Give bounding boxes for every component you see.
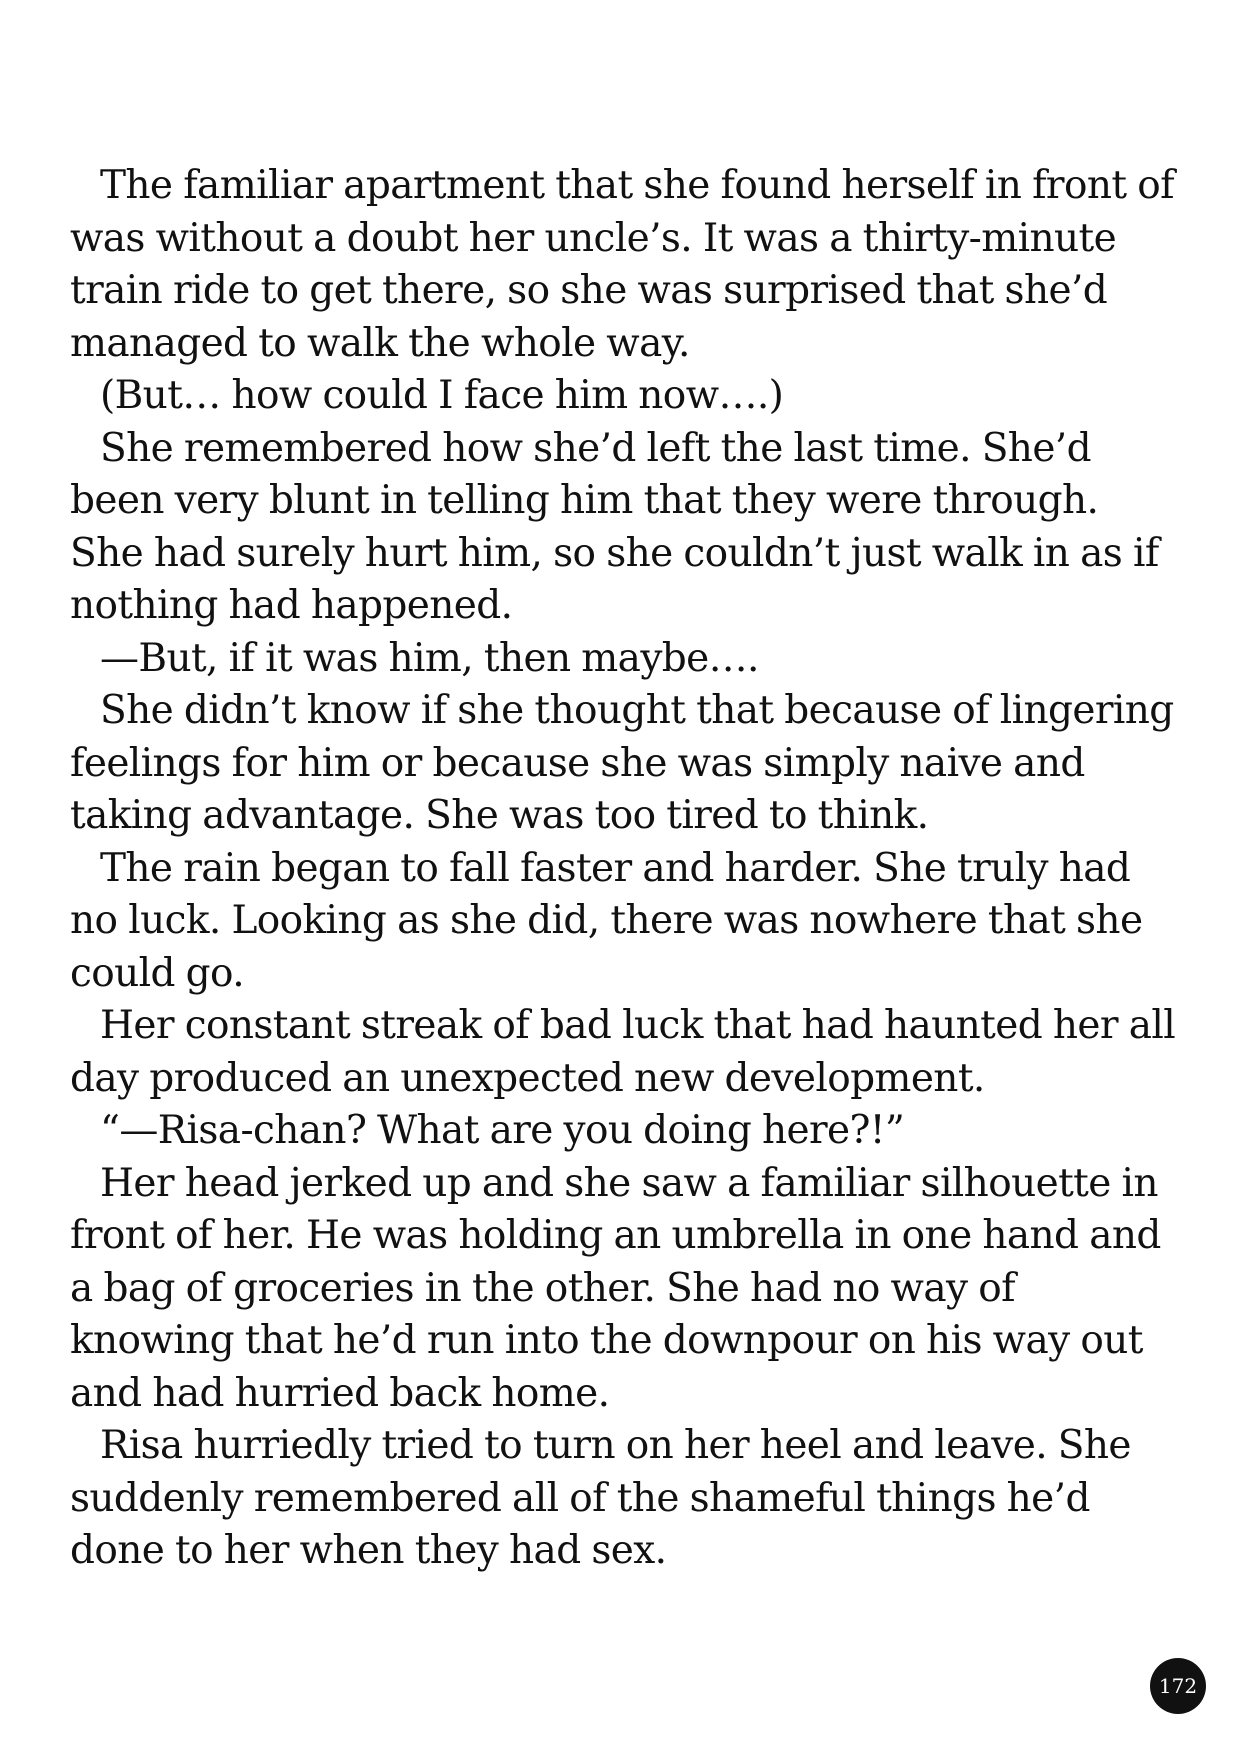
paragraph: The familiar apartment that she found herself in front of was without a doubt her uncle’s. It was a thirty-minute train ride to get there, so she was surprised that she’d managed to walk the whole way. bbox=[70, 163, 1174, 366]
paragraph: She remembered how she’d left the last time. She’d been very blunt in telling him that they were through. She had surely hurt him, so she couldn’t just walk in as if nothing had happened. bbox=[70, 425, 1159, 628]
body-text bbox=[70, 160, 1180, 1578]
paragraph: The rain began to fall faster and harder. She truly had no luck. Looking as she did, there was nowhere that she could go. bbox=[70, 845, 1143, 996]
page-number-badge: 172 bbox=[1150, 1658, 1206, 1714]
paragraph: Risa hurriedly tried to turn on her heel and leave. She suddenly remembered all of the shameful things he’d done to her when they had sex. bbox=[70, 1423, 1131, 1573]
paragraph: “—Risa-chan? What are you doing here?!” bbox=[100, 1108, 905, 1153]
paragraph: (But… how could I face him now….) bbox=[100, 373, 784, 418]
paragraph: —But, if it was him, then maybe…. bbox=[100, 635, 759, 681]
paragraph: Her constant streak of bad luck that had haunted her all day produced an unexpected new development. bbox=[70, 1003, 1176, 1101]
paragraph: Her head jerked up and she saw a familiar silhouette in front of her. He was holding an umbrella in one hand and a bag of groceries in the other. She had no way of knowing that he’d run into the downpour on his way out and had hurried back home. bbox=[70, 1160, 1161, 1416]
paragraph: She didn’t know if she thought that because of lingering feelings for him or because she was simply naive and taking advantage. She was too tired to think. bbox=[70, 688, 1174, 838]
